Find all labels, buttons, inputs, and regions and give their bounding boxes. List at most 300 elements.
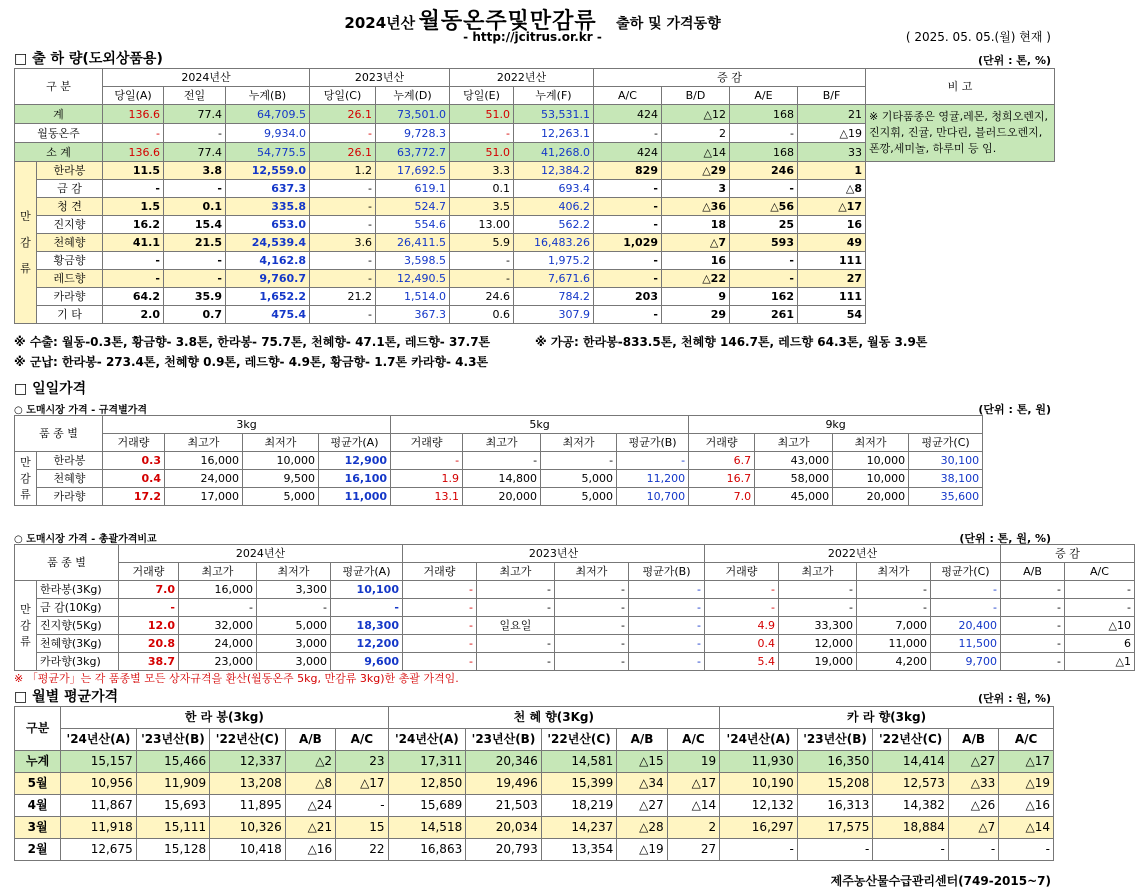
table-cell: 1 <box>798 162 866 180</box>
table-cell: 15,157 <box>61 751 137 773</box>
table-cell: - <box>310 198 376 216</box>
table-cell: 14,382 <box>873 795 949 817</box>
table-cell: 307.9 <box>514 306 594 324</box>
column-header: 누계(B) <box>226 87 310 105</box>
table-cell: 9,728.3 <box>376 124 450 143</box>
table-cell: 64.2 <box>103 288 164 306</box>
table-cell: - <box>477 581 555 599</box>
table-cell: △15 <box>617 751 667 773</box>
table-cell: - <box>873 839 949 861</box>
column-header: B/F <box>798 87 866 105</box>
table-cell: △26 <box>948 795 998 817</box>
table-cell: 367.3 <box>376 306 450 324</box>
table-cell: 20.8 <box>119 635 179 653</box>
table-cell: 784.2 <box>514 288 594 306</box>
row-label: 금 감(10Kg) <box>37 599 119 617</box>
table-cell: - <box>857 581 931 599</box>
table-cell: - <box>164 124 226 143</box>
column-header: 평균가(A) <box>331 563 403 581</box>
table-cell: - <box>403 653 477 671</box>
table-cell: 38.7 <box>119 653 179 671</box>
column-header: 최고가 <box>463 434 541 452</box>
title-main: 월동온주및만감류 <box>418 9 597 34</box>
header-2024: 2024년산 <box>119 545 403 563</box>
table-cell: - <box>594 180 662 198</box>
table-cell: △17 <box>798 198 866 216</box>
table-cell: 5,000 <box>257 617 331 635</box>
row-label: 한라봉(3Kg) <box>37 581 119 599</box>
table-cell: 10,956 <box>61 773 137 795</box>
table-cell: - <box>103 124 164 143</box>
table-cell: 73,501.0 <box>376 105 450 124</box>
table-cell: 10,418 <box>210 839 286 861</box>
table-cell: 12,337 <box>210 751 286 773</box>
table-cell: 111 <box>798 252 866 270</box>
row-label: 5월 <box>15 773 61 795</box>
table-cell: 18,884 <box>873 817 949 839</box>
table-cell: - <box>730 180 798 198</box>
header-9kg: 9kg <box>689 416 983 434</box>
table-cell: - <box>450 270 514 288</box>
table-row <box>15 581 1135 599</box>
column-header: 누계(F) <box>514 87 594 105</box>
table-cell: 10,000 <box>243 452 319 470</box>
table-cell: - <box>730 270 798 288</box>
table-cell: 51.0 <box>450 105 514 124</box>
table-cell: - <box>103 270 164 288</box>
table-cell: 20,346 <box>466 751 542 773</box>
column-header: 거래량 <box>119 563 179 581</box>
header-gubun: 구 분 <box>15 69 103 105</box>
table-cell: 16,483.26 <box>514 234 594 252</box>
column-header: A/B <box>1001 563 1065 581</box>
table-cell: - <box>310 180 376 198</box>
row-label: 천혜향(3Kg) <box>37 635 119 653</box>
table-cell: 16,000 <box>179 581 257 599</box>
column-header: A/C <box>667 729 719 751</box>
table-cell: 33 <box>798 143 866 162</box>
table-row <box>15 795 1054 817</box>
table-cell: △22 <box>662 270 730 288</box>
column-header: 최저가 <box>257 563 331 581</box>
group-label: 만감류 <box>15 452 37 506</box>
table-cell: 562.2 <box>514 216 594 234</box>
section-monthly-title: □ 월별 평균가격 <box>14 689 119 705</box>
table-row <box>15 452 983 470</box>
table-cell: 15,693 <box>136 795 209 817</box>
table-cell: 15,208 <box>797 773 873 795</box>
table-cell: - <box>730 124 798 143</box>
table-cell: - <box>629 599 705 617</box>
header-5kg: 5kg <box>391 416 689 434</box>
table-cell: 26.1 <box>310 143 376 162</box>
section-monthly-unit: (단위 : 원, %) <box>977 692 1051 705</box>
table-cell: - <box>720 839 798 861</box>
table-cell: 41,268.0 <box>514 143 594 162</box>
table-row <box>15 252 1055 270</box>
table-cell: △36 <box>662 198 730 216</box>
row-label: 카라향(3kg) <box>37 653 119 671</box>
table-cell: 12,200 <box>331 635 403 653</box>
table-cell: - <box>103 252 164 270</box>
table-cell: 1.2 <box>310 162 376 180</box>
table-cell: △8 <box>798 180 866 198</box>
column-header: 당일(E) <box>450 87 514 105</box>
table-cell: △27 <box>948 751 998 773</box>
table-cell: 16,000 <box>165 452 243 470</box>
table-cell: 7.0 <box>689 488 755 506</box>
column-header: 최고가 <box>477 563 555 581</box>
column-header: '22년산(C) <box>541 729 617 751</box>
table-cell: 0.1 <box>450 180 514 198</box>
table-cell: 5.9 <box>450 234 514 252</box>
table-cell: 12,900 <box>319 452 391 470</box>
table-cell: - <box>103 180 164 198</box>
table-cell: - <box>391 452 463 470</box>
report-date: ( 2025. 05. 05.(월) 현재 ) <box>905 30 1051 44</box>
table-cell: 3.8 <box>164 162 226 180</box>
table-cell: 41.1 <box>103 234 164 252</box>
table-cell: - <box>1001 617 1065 635</box>
row-label: 누계 <box>15 751 61 773</box>
table-cell: - <box>477 653 555 671</box>
section-summary-unit: (단위 : 톤, 원, %) <box>959 532 1051 545</box>
column-header: 최저가 <box>541 434 617 452</box>
table-row <box>15 653 1135 671</box>
table-cell: 619.1 <box>376 180 450 198</box>
header-variety: 품 종 별 <box>15 416 103 452</box>
table-cell: 10,190 <box>720 773 798 795</box>
table-cell: 3,300 <box>257 581 331 599</box>
table-cell: 829 <box>594 162 662 180</box>
table-cell: - <box>164 180 226 198</box>
column-header: '22년산(C) <box>873 729 949 751</box>
table-cell: 11,867 <box>61 795 137 817</box>
table-cell: 53,531.1 <box>514 105 594 124</box>
table-cell: 20,400 <box>931 617 1001 635</box>
table-cell: 일요일 <box>477 617 555 635</box>
table-cell: 14,581 <box>541 751 617 773</box>
table-cell: 203 <box>594 288 662 306</box>
table-cell: 12,675 <box>61 839 137 861</box>
table-cell: - <box>931 599 1001 617</box>
table-cell: △16 <box>999 795 1054 817</box>
table-cell: 5,000 <box>541 470 617 488</box>
table-cell: - <box>617 452 689 470</box>
table-cell: 27 <box>798 270 866 288</box>
table-cell: 2.0 <box>103 306 164 324</box>
table-cell: 26,411.5 <box>376 234 450 252</box>
table-cell: - <box>310 216 376 234</box>
table-cell: - <box>797 839 873 861</box>
site-url: - http://jcitrus.or.kr - <box>463 30 602 44</box>
table-cell: 16,313 <box>797 795 873 817</box>
table-cell: - <box>555 635 629 653</box>
table-cell: 21.5 <box>164 234 226 252</box>
table-cell: 12,559.0 <box>226 162 310 180</box>
table-cell: 6.7 <box>689 452 755 470</box>
table-cell: 24,539.4 <box>226 234 310 252</box>
table-cell: △33 <box>948 773 998 795</box>
table-cell: 15,466 <box>136 751 209 773</box>
table-cell: △1 <box>1065 653 1135 671</box>
table-cell: 1.9 <box>391 470 463 488</box>
table-cell: 9,700 <box>931 653 1001 671</box>
table-cell: 136.6 <box>103 105 164 124</box>
footer-org: 제주농산물수급관리센터(749-2015~7) <box>830 874 1051 888</box>
row-label: 금 감 <box>37 180 103 198</box>
table-cell: △17 <box>667 773 719 795</box>
table-cell: 35.9 <box>164 288 226 306</box>
table-cell: △7 <box>948 817 998 839</box>
table-cell: 27 <box>667 839 719 861</box>
table-cell: 11,000 <box>319 488 391 506</box>
table-cell: 12.0 <box>119 617 179 635</box>
table-cell: 17,311 <box>388 751 466 773</box>
row-label: 레드향 <box>37 270 103 288</box>
table-cell: △8 <box>285 773 335 795</box>
table-cell: 162 <box>730 288 798 306</box>
table-cell: - <box>403 635 477 653</box>
section-summary-subtitle: ○ 도매시장 가격 - 총괄가격비교 <box>14 534 157 545</box>
table-cell: 54 <box>798 306 866 324</box>
column-header: '24년산(A) <box>388 729 466 751</box>
table-cell: 13.1 <box>391 488 463 506</box>
table-cell: - <box>331 599 403 617</box>
column-header: B/D <box>662 87 730 105</box>
table-cell: - <box>541 452 617 470</box>
table-cell: 13,354 <box>541 839 617 861</box>
column-header: 거래량 <box>403 563 477 581</box>
table-cell: - <box>1001 581 1065 599</box>
column-header: '24년산(A) <box>720 729 798 751</box>
table-cell: 20,793 <box>466 839 542 861</box>
column-header: 평균가(B) <box>617 434 689 452</box>
table-cell: - <box>594 270 662 288</box>
table-cell: 23 <box>336 751 388 773</box>
header-2024: 2024년산 <box>103 69 310 87</box>
row-label: 4월 <box>15 795 61 817</box>
table-cell: 168 <box>730 143 798 162</box>
table-cell: 10,000 <box>833 470 909 488</box>
row-label: 월동온주 <box>15 124 103 143</box>
table-cell: - <box>450 124 514 143</box>
table-cell: - <box>857 599 931 617</box>
table-cell: △21 <box>285 817 335 839</box>
table-cell: - <box>629 617 705 635</box>
header-hallabong: 한 라 봉(3kg) <box>61 707 388 729</box>
table-cell: 38,100 <box>909 470 983 488</box>
table-cell: 136.6 <box>103 143 164 162</box>
table-cell: 11,918 <box>61 817 137 839</box>
column-header: A/B <box>617 729 667 751</box>
table-cell: 30,100 <box>909 452 983 470</box>
table-cell: 10,326 <box>210 817 286 839</box>
column-header: 거래량 <box>391 434 463 452</box>
table-cell: 15,689 <box>388 795 466 817</box>
table-cell: 20,000 <box>463 488 541 506</box>
row-label: 진지향 <box>37 216 103 234</box>
table-row <box>15 270 1055 288</box>
table-cell: 24.6 <box>450 288 514 306</box>
header-variety: 품 종 별 <box>15 545 119 581</box>
column-header: 거래량 <box>103 434 165 452</box>
table-cell: △19 <box>798 124 866 143</box>
table-cell: 22 <box>336 839 388 861</box>
table-cell: - <box>705 599 779 617</box>
table-cell: 3,000 <box>257 635 331 653</box>
column-header: 최고가 <box>779 563 857 581</box>
table-cell: 4,200 <box>857 653 931 671</box>
table-cell: 21.2 <box>310 288 376 306</box>
table-cell: △2 <box>285 751 335 773</box>
row-label: 청 견 <box>37 198 103 216</box>
column-header: 최고가 <box>755 434 833 452</box>
table-cell: 64,709.5 <box>226 105 310 124</box>
table-cell: 14,800 <box>463 470 541 488</box>
table-cell: - <box>931 581 1001 599</box>
table-cell: 14,414 <box>873 751 949 773</box>
table-cell: - <box>779 581 857 599</box>
table-cell: 15,399 <box>541 773 617 795</box>
header-cheonhyehyang: 천 혜 향(3Kg) <box>388 707 720 729</box>
group-label: 만감류 <box>15 581 37 671</box>
table-cell: 11,200 <box>617 470 689 488</box>
table-cell: 7.0 <box>119 581 179 599</box>
table-cell: - <box>555 653 629 671</box>
column-header: A/B <box>285 729 335 751</box>
table-cell: 29 <box>662 306 730 324</box>
table-cell: 424 <box>594 105 662 124</box>
table-cell: 15.4 <box>164 216 226 234</box>
table-cell: 12,573 <box>873 773 949 795</box>
column-header: 당일(A) <box>103 87 164 105</box>
table-cell: 0.7 <box>164 306 226 324</box>
table-cell: 5.4 <box>705 653 779 671</box>
column-header: 최저가 <box>833 434 909 452</box>
section-daily-title: □ 일일가격 <box>14 381 87 397</box>
table-cell: 18 <box>662 216 730 234</box>
table-cell: 0.6 <box>450 306 514 324</box>
table-cell: 16.2 <box>103 216 164 234</box>
column-header: 거래량 <box>705 563 779 581</box>
table-cell: 0.4 <box>103 470 165 488</box>
table-cell: 9 <box>662 288 730 306</box>
table-cell: - <box>594 252 662 270</box>
table-cell: - <box>779 599 857 617</box>
table-cell: 1,652.2 <box>226 288 310 306</box>
table-cell: 693.4 <box>514 180 594 198</box>
header-2022: 2022년산 <box>705 545 1001 563</box>
table-cell: - <box>629 635 705 653</box>
table-cell: 16,100 <box>319 470 391 488</box>
table-cell: △19 <box>617 839 667 861</box>
table-cell: △56 <box>730 198 798 216</box>
row-label: 소 계 <box>15 143 103 162</box>
table-cell: - <box>179 599 257 617</box>
table-cell: 12,384.2 <box>514 162 594 180</box>
table-cell: 0.3 <box>103 452 165 470</box>
table-cell: 0.1 <box>164 198 226 216</box>
column-header: 최저가 <box>857 563 931 581</box>
table-cell: 2 <box>662 124 730 143</box>
table-cell: - <box>629 653 705 671</box>
row-label: 한라봉 <box>37 452 103 470</box>
table-row <box>15 216 1055 234</box>
table-cell: - <box>705 581 779 599</box>
table-cell: 406.2 <box>514 198 594 216</box>
header-remark: 비 고 <box>866 69 1055 105</box>
table-cell: 9,600 <box>331 653 403 671</box>
table-cell: 16 <box>662 252 730 270</box>
column-header: '22년산(C) <box>210 729 286 751</box>
header-gubun: 구분 <box>15 707 61 751</box>
table-cell: - <box>164 270 226 288</box>
section-daily-subtitle: ○ 도매시장 가격 - 규격별가격 <box>14 405 148 416</box>
table-cell: △17 <box>999 751 1054 773</box>
table-cell: △34 <box>617 773 667 795</box>
table-cell: 26.1 <box>310 105 376 124</box>
processing-note: ※ 가공: 한라봉-833.5톤, 천혜향 146.7톤, 레드향 64.3톤, 월동 3.9톤 <box>535 335 928 349</box>
row-label: 한라봉 <box>37 162 103 180</box>
column-header: 평균가(C) <box>909 434 983 452</box>
table-cell: 11,500 <box>931 635 1001 653</box>
table-row <box>15 617 1135 635</box>
table-cell: 13.00 <box>450 216 514 234</box>
table-cell: △24 <box>285 795 335 817</box>
table-row <box>15 180 1055 198</box>
table-cell: 11,909 <box>136 773 209 795</box>
table-cell: - <box>477 635 555 653</box>
section-shipment-unit: (단위 : 톤, %) <box>977 54 1051 67</box>
table-cell: - <box>403 581 477 599</box>
table-cell: 5,000 <box>541 488 617 506</box>
table-cell: - <box>999 839 1054 861</box>
row-label: 진지향(5Kg) <box>37 617 119 635</box>
table-cell: - <box>164 252 226 270</box>
row-label: 3월 <box>15 817 61 839</box>
table-cell: - <box>629 581 705 599</box>
table-cell: 335.8 <box>226 198 310 216</box>
table-cell: 10,700 <box>617 488 689 506</box>
table-cell: - <box>594 124 662 143</box>
table-cell: 13,208 <box>210 773 286 795</box>
table-cell: 11,000 <box>857 635 931 653</box>
table-cell: 19,496 <box>466 773 542 795</box>
row-label: 카라향 <box>37 288 103 306</box>
header-change: 증 감 <box>1001 545 1135 563</box>
table-cell: 49 <box>798 234 866 252</box>
table-cell: - <box>1065 581 1135 599</box>
table-cell: 12,850 <box>388 773 466 795</box>
table-cell: 16,863 <box>388 839 466 861</box>
table-cell: - <box>310 270 376 288</box>
table-cell: 18,219 <box>541 795 617 817</box>
table-cell: 18,300 <box>331 617 403 635</box>
table-cell: 21 <box>798 105 866 124</box>
table-cell: 653.0 <box>226 216 310 234</box>
table-cell: 1,975.2 <box>514 252 594 270</box>
column-header: 최저가 <box>243 434 319 452</box>
table-cell: - <box>477 599 555 617</box>
table-cell: - <box>1001 653 1065 671</box>
summary-price-table <box>14 544 1135 671</box>
table-cell: 16,297 <box>720 817 798 839</box>
table-cell: - <box>403 617 477 635</box>
table-cell: 25 <box>730 216 798 234</box>
column-header: 평균가(B) <box>629 563 705 581</box>
table-row <box>15 234 1055 252</box>
